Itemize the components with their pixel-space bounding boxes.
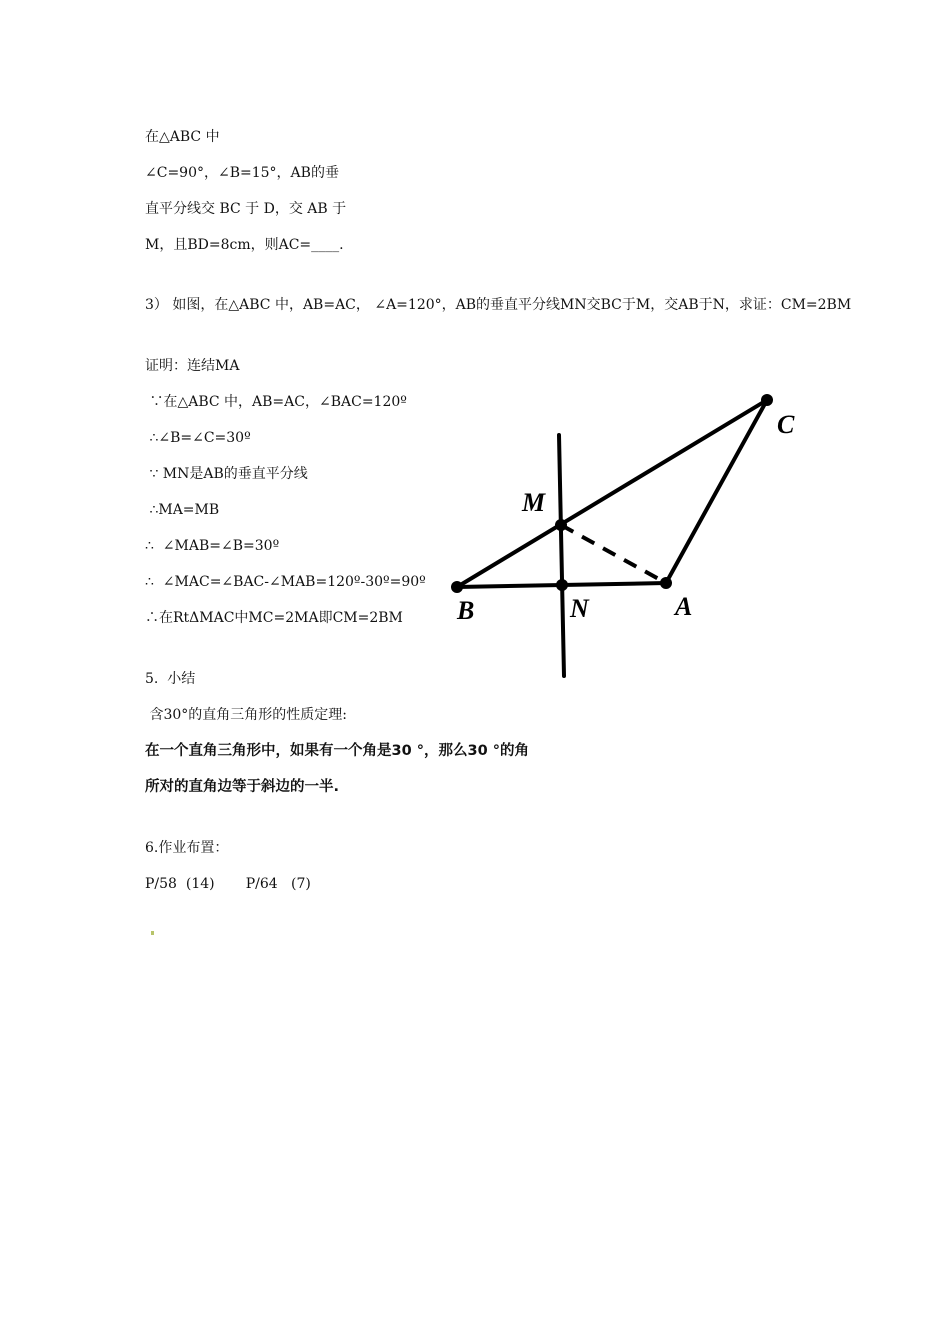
summary-intro: 含30°的直角三角形的性质定理: bbox=[145, 707, 347, 723]
label-n: N bbox=[570, 594, 589, 623]
dashed-segment-ma bbox=[561, 525, 666, 583]
proof-step-4: ∴MA=MB bbox=[145, 502, 220, 518]
homework-heading: 6.作业布置： bbox=[145, 840, 229, 856]
segment-ca bbox=[666, 400, 767, 583]
point-c bbox=[761, 394, 773, 406]
label-m: M bbox=[522, 488, 546, 517]
problem-2-line-3: 直平分线交 BC 于 D，交 AB 于 bbox=[145, 201, 347, 217]
point-a bbox=[660, 577, 672, 589]
homework-items: P/58 (14) P/64 (7) bbox=[145, 876, 311, 892]
proof-step-7: ∴在RtΔMAC中MC=2MA即CM=2BM bbox=[145, 610, 403, 626]
label-a: A bbox=[675, 592, 693, 621]
perpendicular-bisector-mn bbox=[559, 435, 564, 676]
problem-2-line-1: 在△ABC 中 bbox=[145, 129, 220, 145]
proof-step-2: ∴∠B=∠C=30º bbox=[145, 430, 251, 446]
problem-3-statement: 3） 如图，在△ABC 中，AB=AC， ∠A=120°，AB的垂直平分线MN交BC于M，交AB于N，求证：CM=2BM bbox=[145, 297, 852, 313]
label-b: B bbox=[457, 596, 475, 625]
segment-bc bbox=[457, 400, 767, 587]
label-c: C bbox=[777, 410, 795, 439]
decorative-dot bbox=[151, 931, 154, 935]
point-b bbox=[451, 581, 463, 593]
summary-heading: 5. 小结 bbox=[145, 671, 196, 687]
point-m bbox=[555, 519, 567, 531]
problem-2-line-2: ∠C=90°，∠B=15°，AB的垂 bbox=[145, 165, 339, 181]
theorem-line-2: 所对的直角边等于斜边的一半. bbox=[145, 779, 340, 795]
proof-heading: 证明：连结MA bbox=[145, 358, 240, 374]
proof-step-6: ∴ ∠MAC=∠BAC-∠MAB=120º-30º=90º bbox=[145, 574, 426, 590]
proof-step-3: ∵ MN是AB的垂直平分线 bbox=[145, 466, 308, 482]
theorem-line-1: 在一个直角三角形中，如果有一个角是30 °，那么30 °的角 bbox=[145, 743, 529, 759]
proof-step-5: ∴ ∠MAB=∠B=30º bbox=[145, 538, 280, 554]
problem-2-line-4: M，且BD=8cm，则AC=____. bbox=[145, 237, 344, 253]
proof-step-1: ∵在△ABC 中，AB=AC，∠BAC=120º bbox=[145, 394, 407, 410]
geometry-figure bbox=[430, 380, 830, 690]
point-n bbox=[556, 579, 568, 591]
